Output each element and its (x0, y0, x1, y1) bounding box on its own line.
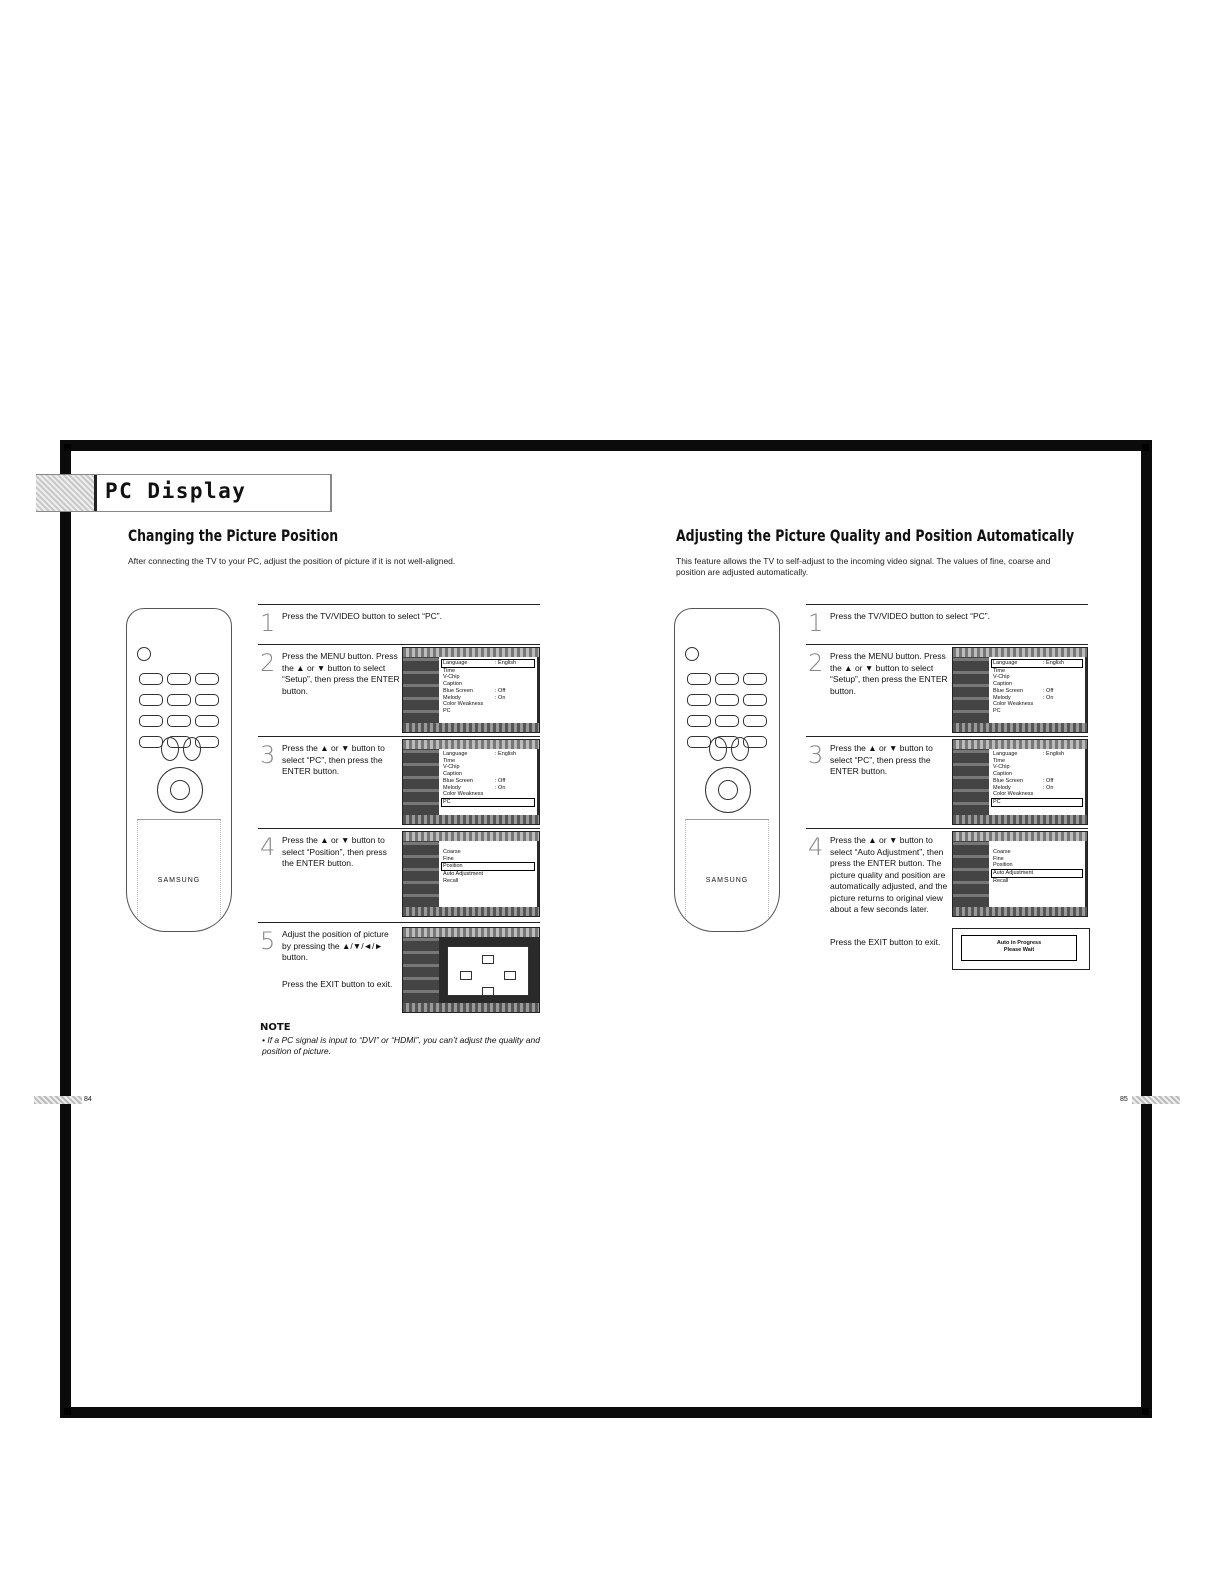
down-arrow-icon (482, 987, 494, 996)
menu-screen: Language : English Time V-Chip Caption Blue Screen : Off Melody : On Color Weakness PC (402, 647, 540, 733)
remote-brand: SAMSUNG (705, 877, 749, 884)
power-icon (685, 647, 699, 661)
left-step-2: 2 Press the MENU button. Press the ▲ or ▼ button to select “Setup”, then press the ENTER button. Language : English Time V-Chip Caption Blue Screen : Off Melody : On Color Weakness PC (258, 644, 540, 737)
auto-progress-dialog: Auto in Progress Please Wait (952, 928, 1090, 970)
right-heading: Adjusting the Picture Quality and Position Automatically (676, 526, 1075, 545)
menu-screen: Coarse Fine Position Auto Adjustment Recall (402, 831, 540, 917)
frame-corner (1142, 1408, 1149, 1415)
right-intro: This feature allows the TV to self-adjust to the incoming video signal. The values of fine, coarse and position are adjusted automatically. (676, 556, 1051, 577)
power-icon (137, 647, 151, 661)
note-text: • If a PC signal is input to “DVI” or “HDMI”, you can’t adjust the quality and position of picture. (262, 1035, 540, 1056)
left-step-1: 1 Press the TV/VIDEO button to select “PC”. (258, 604, 540, 645)
frame-corner (64, 444, 71, 451)
left-step-4: 4 Press the ▲ or ▼ button to select “Position”, then press the ENTER button. Coarse Fine Position Auto Adjustment Recall (258, 828, 540, 921)
right-arrow-icon (504, 971, 516, 980)
menu-screen: Language : English Time V-Chip Caption Blue Screen : Off Melody : On Color Weakness PC (952, 647, 1088, 733)
left-step-5: 5 Adjust the position of picture by pressing the ▲/▼/◄/► button. Press the EXIT button to exit. (258, 922, 540, 1013)
right-step-3: 3 Press the ▲ or ▼ button to select “PC”, then press the ENTER button. Language : English Time V-Chip Caption Blue Screen : Off Melody : On Color Weakness PC (806, 736, 1088, 829)
remote-control-right (674, 608, 780, 932)
section-tab (36, 474, 332, 512)
menu-screen: Language : English Time V-Chip Caption Blue Screen : Off Melody : On Color Weakness PC (952, 739, 1088, 825)
right-step-1: 1 Press the TV/VIDEO button to select “PC”. (806, 604, 1088, 645)
left-heading: Changing the Picture Position (128, 526, 339, 545)
position-screen (402, 927, 540, 1013)
up-arrow-icon (482, 955, 494, 964)
remote-brand: SAMSUNG (157, 877, 201, 884)
left-intro: After connecting the TV to your PC, adjust the position of picture if it is not well-aligned. (128, 556, 456, 566)
page-tab-left (34, 1096, 82, 1104)
left-step-3: 3 Press the ▲ or ▼ button to select “PC”, then press the ENTER button. Language : English Time V-Chip Caption Blue Screen : Off Melody : On Color Weakness PC (258, 736, 540, 829)
page-number-right: 85 (1120, 1096, 1128, 1103)
remote-control-left (126, 608, 232, 932)
section-title: PC Display (105, 479, 247, 503)
menu-screen: Coarse Fine Position Auto Adjustment Recall (952, 831, 1088, 917)
menu-screen: Language : English Time V-Chip Caption Blue Screen : Off Melody : On Color Weakness PC (402, 739, 540, 825)
right-step-4: 4 Press the ▲ or ▼ button to select “Auto Adjustment”, then press the ENTER button. The picture quality and position are automatically adjusted, and the picture returns to original view about a few seconds later. Press the EXIT button to exit. Coarse Fine Position Auto Adjustment Recall (806, 828, 1088, 979)
page-number-left: 84 (84, 1096, 92, 1103)
right-step-2: 2 Press the MENU button. Press the ▲ or ▼ button to select “Setup”, then press the ENTER button. Language : English Time V-Chip Caption Blue Screen : Off Melody : On Color Weakness PC (806, 644, 1088, 737)
left-arrow-icon (460, 971, 472, 980)
frame-corner (64, 1408, 71, 1415)
page-tab-right (1132, 1096, 1180, 1104)
note-title: NOTE (260, 1022, 291, 1033)
frame-corner (1142, 444, 1149, 451)
